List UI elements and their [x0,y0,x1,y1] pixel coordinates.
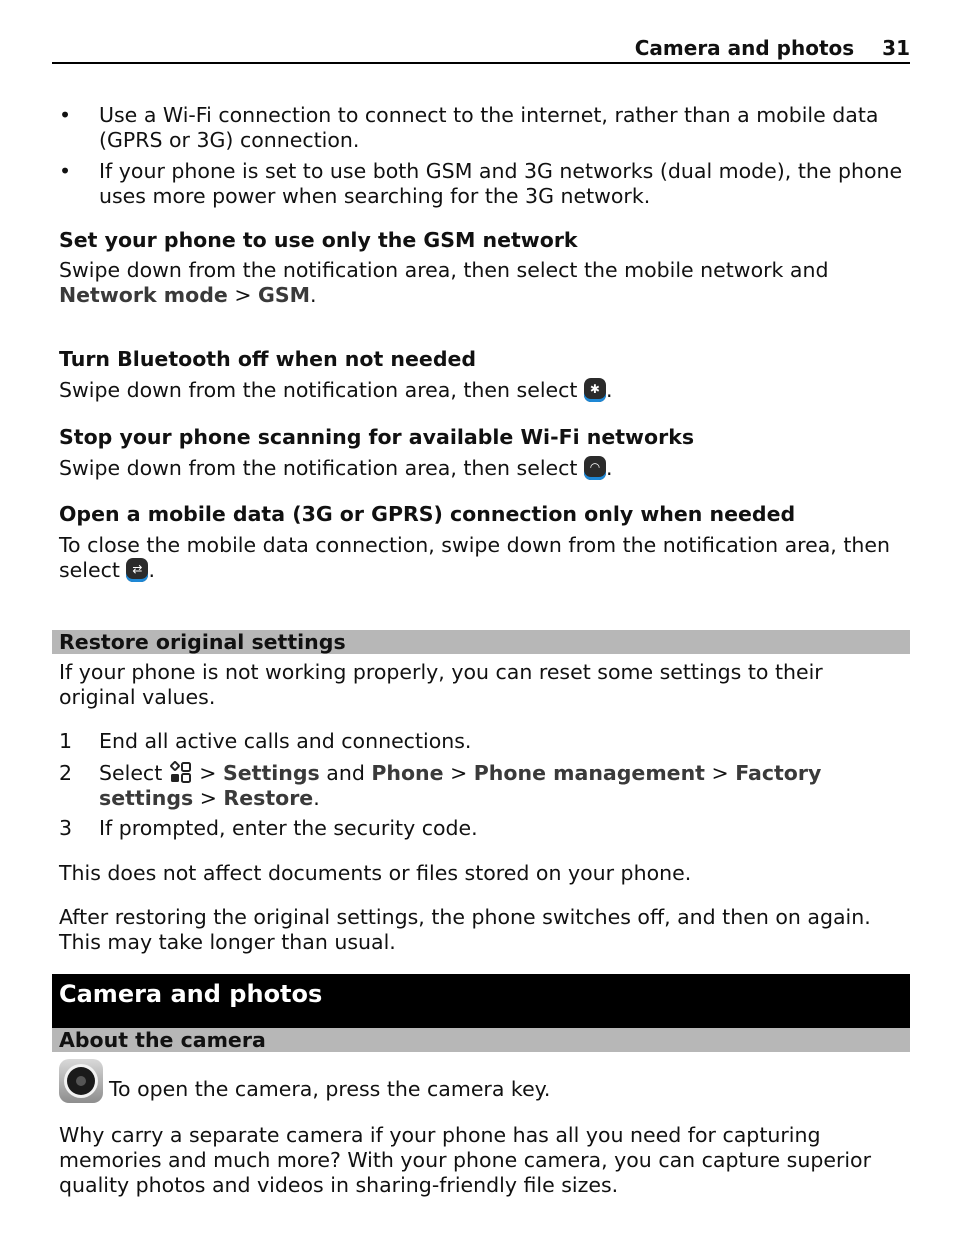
phone-link[interactable]: Phone [371,761,444,785]
camera-icon[interactable] [59,1059,103,1103]
restore-intro: If your phone is not working properly, you can reset some settings to their original values. [59,660,823,709]
mobile-data-heading: Open a mobile data (3G or GPRS) connection only when needed [59,502,796,526]
bullet-mark: • [59,103,72,127]
path-separator: > [443,761,474,785]
bullet-mark: • [59,159,72,183]
camera-open-text: To open the camera, press the camera key. [109,1077,551,1101]
network-mode-link[interactable]: Network mode [59,283,228,307]
and-text: and [319,761,372,785]
step-number: 3 [59,816,73,840]
phone-management-link[interactable]: Phone management [473,761,705,785]
path-separator: > [704,761,736,785]
bluetooth-paragraph [59,378,905,403]
wifi-heading: Stop your phone scanning for available Wi-Fi networks [59,425,695,449]
bluetooth-glyph: ✱ [589,382,600,396]
camera-section-title: About the camera [59,1028,266,1052]
period: . [313,786,320,810]
restore-note-restart: After restoring the original settings, the phone switches off, and then on again. This may take longer than usual. [59,905,871,954]
chapter-title-band [52,974,910,1028]
wifi-text: Swipe down from the notification area, then select [59,456,584,480]
restore-link[interactable]: Restore [223,786,314,810]
step-number: 2 [59,761,73,785]
period: . [148,558,155,582]
gsm-text: Swipe down from the notification area, then select the mobile network and [59,258,829,282]
bullet-item [59,159,905,209]
page-number: 31 [882,36,910,60]
bullet-text: If your phone is set to use both GSM and 3G networks (dual mode), the phone uses more power when searching for the 3G network. [99,159,903,208]
mobile-data-text: To close the mobile data connection, swipe down from the notification area, then select [59,533,890,582]
bullet-item [59,103,905,153]
step-text: If prompted, enter the security code. [99,816,478,840]
camera-section-band [52,1028,910,1052]
camera-paragraph: Why carry a separate camera if your phone has all you need for capturing memories and much more? With your phone camera, you can capture superior quality photos and videos in sharing-friendly file sizes. [59,1123,872,1197]
bullet-text: Use a Wi-Fi connection to connect to the internet, rather than a mobile data (GPRS or 3G) connection. [99,103,879,152]
bluetooth-icon[interactable] [584,378,606,402]
period: . [605,456,613,480]
period: . [605,378,613,402]
bluetooth-text: Swipe down from the notification area, then select [59,378,584,402]
factory-settings-link[interactable]: Factory settings [99,761,822,810]
camera-lens [67,1067,95,1095]
mobile-data-paragraph [59,533,905,583]
step-item [59,761,905,811]
wifi-icon[interactable] [584,456,606,480]
apps-grid-icon[interactable] [169,761,193,785]
mobile-data-icon[interactable] [126,558,148,582]
select-text: Select [99,761,169,785]
chapter-title: Camera and photos [59,980,323,1008]
mobile-data-glyph: ⇄ [132,562,143,576]
settings-link[interactable]: Settings [222,761,320,785]
period: . [310,283,317,307]
step-text [99,761,905,811]
step-item [59,816,905,841]
path-separator: > [192,761,223,785]
step-number: 1 [59,729,73,753]
bluetooth-heading: Turn Bluetooth off when not needed [59,347,477,371]
gsm-paragraph [59,258,905,308]
restore-section-title: Restore original settings [59,630,346,654]
restore-note-documents: This does not affect documents or files stored on your phone. [59,861,692,885]
restore-section-band [52,630,910,654]
header-title: Camera and photos [634,36,855,60]
gsm-link[interactable]: GSM [258,283,311,307]
gsm-heading: Set your phone to use only the GSM network [59,228,578,252]
wifi-glyph: ◠ [589,460,601,474]
step-item [59,729,905,754]
wifi-paragraph [59,456,905,481]
running-header [52,36,910,64]
path-separator: > [227,283,259,307]
step-text: End all active calls and connections. [99,729,472,753]
path-separator: > [193,786,224,810]
